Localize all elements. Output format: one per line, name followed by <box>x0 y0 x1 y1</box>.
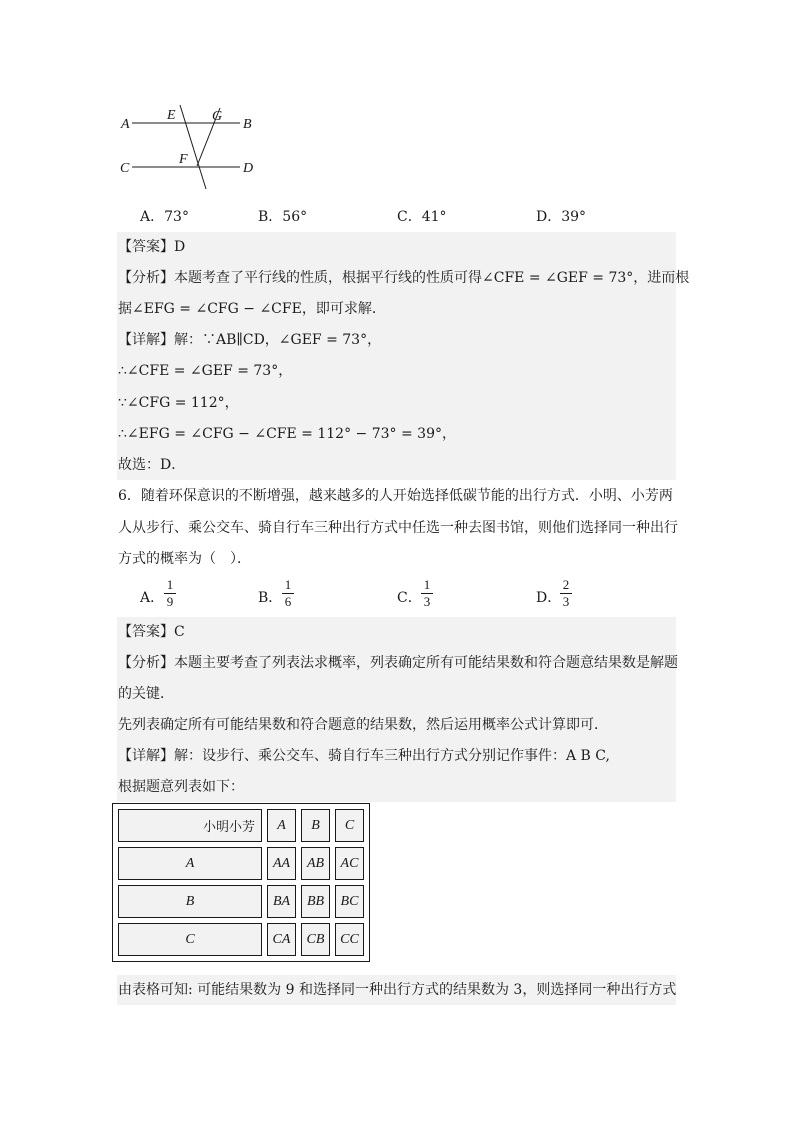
table-row-header: A <box>118 847 262 880</box>
table-cell: CC <box>335 923 364 956</box>
table-header-row <box>118 809 364 842</box>
q5-option-d: D．39° <box>536 209 587 225</box>
q6-solution-block <box>117 617 676 802</box>
q6-option-a-fraction: 1 9 <box>164 578 176 609</box>
table-row <box>118 923 364 956</box>
q5-option-c: C．41° <box>397 209 447 225</box>
table-cell: AB <box>301 847 330 880</box>
table-row-header: C <box>118 923 262 956</box>
q5-analysis-line-2: 据∠EFG = ∠CFG − ∠CFE，即可求解． <box>118 301 386 317</box>
q6-option-d-fraction: 2 3 <box>560 578 572 609</box>
q6-analysis-line-1: 【分析】本题主要考查了列表法求概率，列表确定所有可能结果数和符合题意结果数是解题 <box>118 655 678 671</box>
q5-option-a: A．73° <box>140 209 189 225</box>
q6-stem-line-3: 方式的概率为（ ）． <box>118 551 251 567</box>
table-cell: CB <box>301 923 330 956</box>
table-cell: CA <box>267 923 296 956</box>
q5-option-b: B．56° <box>258 209 308 225</box>
q6-analysis-line-2: 的关键． <box>118 686 174 702</box>
label-f: F <box>179 152 188 167</box>
q5-analysis-line-1: 【分析】本题考查了平行线的性质，根据平行线的性质可得∠CFE = ∠GEF = 73°，进而根 <box>118 270 690 286</box>
q6-analysis-line-3: 先列表确定所有可能结果数和符合题意的结果数，然后运用概率公式计算即可． <box>118 717 608 733</box>
q6-detail-line-1: 【详解】解：设步行、乘公交车、骑自行车三种出行方式分别记作事件：A B C, <box>118 748 610 764</box>
label-g: G <box>212 109 223 124</box>
table-cell: AA <box>267 847 296 880</box>
table-row-header: B <box>118 885 262 918</box>
q6-option-c-letter: C． <box>397 590 422 606</box>
q6-answer: 【答案】C <box>118 624 185 640</box>
outcome-table <box>112 803 370 962</box>
q6-option-b-fraction: 1 6 <box>282 578 294 609</box>
q5-detail-line-4: ∴∠EFG = ∠CFG − ∠CFE = 112° − 73° = 39°， <box>118 426 456 442</box>
table-row <box>118 885 364 918</box>
q6-detail-line-2: 根据题意列表如下： <box>118 779 244 795</box>
label-a: A <box>121 117 130 132</box>
label-e: E <box>167 108 176 123</box>
q5-detail-line-1: 【详解】解：∵AB∥CD，∠GEF = 73°， <box>118 332 382 348</box>
q6-option-d-letter: D． <box>536 590 562 606</box>
q5-answer: 【答案】D <box>118 239 186 255</box>
table-header-cell: A <box>267 809 296 842</box>
table-header-cell: B <box>301 809 330 842</box>
q5-detail-line-3: ∵∠CFG = 112°， <box>118 395 239 411</box>
q6-option-b-letter: B． <box>258 590 283 606</box>
table-header-corner: 小明小芳 <box>118 809 262 842</box>
q6-option-a-letter: A． <box>140 590 165 606</box>
table-cell: BC <box>335 885 364 918</box>
q6-stem-line-2: 人从步行、乘公交车、骑自行车三种出行方式中任选一种去图书馆，则他们选择同一种出行 <box>118 520 678 536</box>
table-cell: AC <box>335 847 364 880</box>
table-header-cell: C <box>335 809 364 842</box>
label-d: D <box>243 161 254 176</box>
table-row <box>118 847 364 880</box>
q5-detail-line-5: 故选：D． <box>118 457 186 473</box>
q6-option-c-fraction: 1 3 <box>421 578 433 609</box>
table-cell: BB <box>301 885 330 918</box>
table-cell: BA <box>267 885 296 918</box>
label-b: B <box>243 117 252 132</box>
q6-stem-line-1: 6．随着环保意识的不断增强，越来越多的人开始选择低碳节能的出行方式．小明、小芳两 <box>118 488 673 504</box>
label-c: C <box>120 161 130 176</box>
line-transversal <box>180 105 206 189</box>
parallel-lines-figure <box>112 100 272 195</box>
q6-conclusion: 由表格可知: 可能结果数为 9 和选择同一种出行方式的结果数为 3，则选择同一种出行方式 <box>118 982 677 998</box>
q5-detail-line-2: ∴∠CFE = ∠GEF = 73°， <box>118 363 293 379</box>
